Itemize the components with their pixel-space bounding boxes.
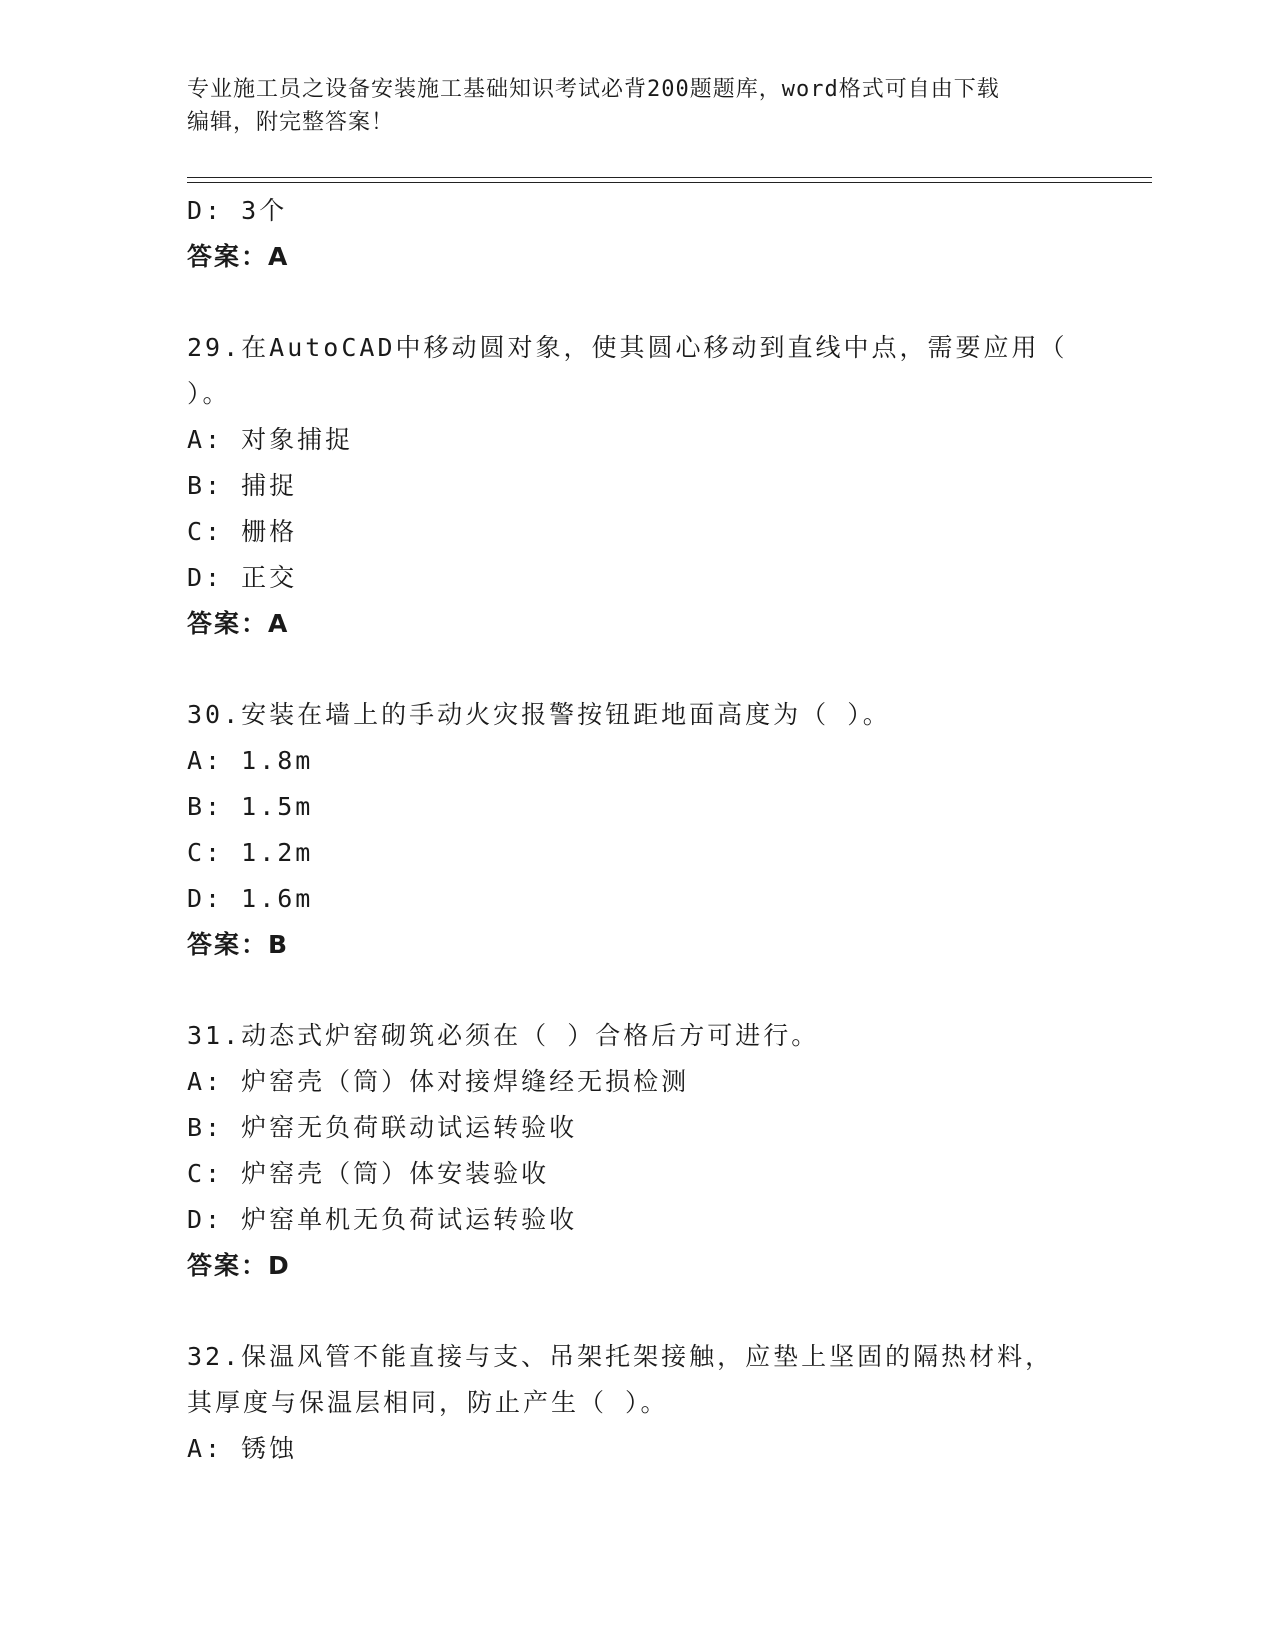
question-30 bbox=[187, 692, 1067, 968]
option-d: D: 炉窑单机无负荷试运转验收 bbox=[187, 1205, 578, 1234]
option-c: C: 栅格 bbox=[187, 517, 298, 546]
option-a: A: 1.8m bbox=[187, 746, 314, 775]
question-text-continued: ）。 bbox=[187, 379, 231, 408]
page-header bbox=[187, 73, 1067, 139]
spacer bbox=[187, 647, 1067, 692]
option-a: A: 炉窑壳（筒）体对接焊缝经无损检测 bbox=[187, 1067, 690, 1096]
option-a: A: 对象捕捉 bbox=[187, 425, 354, 454]
option-b: B: 捕捉 bbox=[187, 471, 298, 500]
spacer bbox=[187, 280, 1067, 325]
question-text: 32.保温风管不能直接与支、吊架托架接触，应垫上坚固的隔热材料， bbox=[187, 1342, 1054, 1371]
option-d: D: 正交 bbox=[187, 563, 298, 592]
header-line-2: 编辑，附完整答案！ bbox=[187, 110, 395, 135]
option-b: B: 1.5m bbox=[187, 792, 314, 821]
option-d: D: 3个 bbox=[187, 196, 288, 225]
answer: 答案：D bbox=[187, 1251, 291, 1280]
question-32 bbox=[187, 1334, 1067, 1472]
answer: 答案：B bbox=[187, 930, 290, 959]
question-text: 30.安装在墙上的手动火灾报警按钮距地面高度为（ ）。 bbox=[187, 700, 891, 729]
question-31 bbox=[187, 1013, 1067, 1289]
option-b: B: 炉窑无负荷联动试运转验收 bbox=[187, 1113, 578, 1142]
option-c: C: 1.2m bbox=[187, 838, 314, 867]
question-text: 31.动态式炉窑砌筑必须在（ ）合格后方可进行。 bbox=[187, 1021, 820, 1050]
document-body bbox=[187, 188, 1067, 1472]
answer: 答案：A bbox=[187, 609, 290, 638]
header-divider-thin bbox=[187, 182, 1152, 183]
option-a: A: 锈蚀 bbox=[187, 1434, 298, 1463]
option-c: C: 炉窑壳（筒）体安装验收 bbox=[187, 1159, 550, 1188]
option-d: D: 1.6m bbox=[187, 884, 314, 913]
answer: 答案：A bbox=[187, 242, 290, 271]
question-29 bbox=[187, 325, 1067, 647]
question-text-continued: 其厚度与保温层相同，防止产生（ ）。 bbox=[187, 1388, 669, 1417]
header-divider-thick bbox=[187, 177, 1152, 178]
question-28-tail bbox=[187, 188, 1067, 280]
spacer bbox=[187, 968, 1067, 1013]
spacer bbox=[187, 1289, 1067, 1334]
header-line-1: 专业施工员之设备安装施工基础知识考试必背200题题库，word格式可自由下载 bbox=[187, 77, 1000, 102]
question-text: 29.在AutoCAD中移动圆对象，使其圆心移动到直线中点，需要应用（ bbox=[187, 333, 1068, 362]
